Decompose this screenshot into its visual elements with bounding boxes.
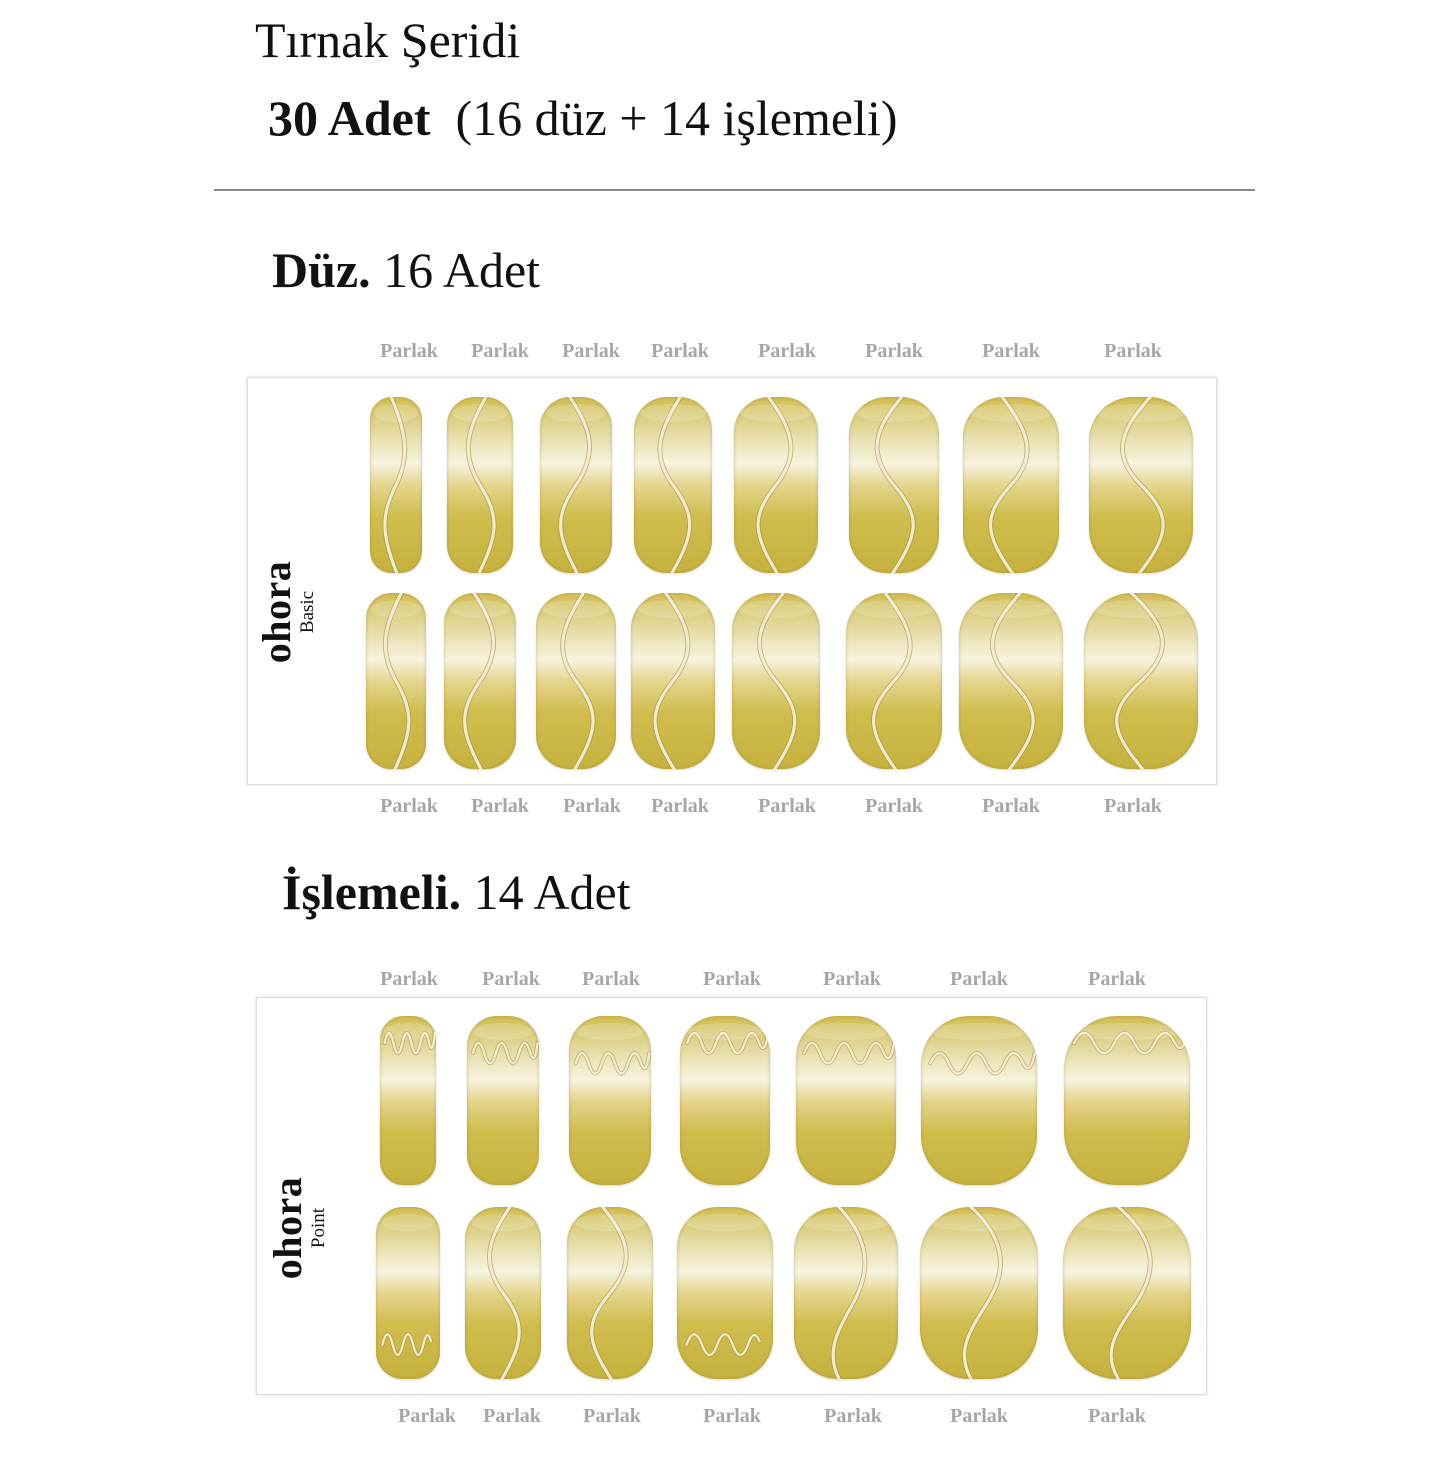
label-parlak-basic-top-6: Parlak: [865, 340, 923, 362]
nail-basic-top-4: [634, 397, 712, 573]
section-heading-point-count: 14 Adet: [473, 864, 631, 920]
label-parlak-point-bottom-3: Parlak: [583, 1405, 641, 1427]
label-parlak-point-top-2: Parlak: [482, 968, 540, 990]
label-parlak-point-top-3: Parlak: [582, 968, 640, 990]
header-divider: [214, 189, 1255, 191]
nail-basic-bottom-7: [959, 593, 1063, 769]
label-parlak-point-top-1: Parlak: [380, 968, 438, 990]
piece-count: [268, 88, 898, 148]
brand-logo-basic: [254, 552, 319, 672]
brand-name: ohora: [265, 1176, 310, 1280]
nail-basic-top-1: [370, 397, 422, 573]
label-parlak-basic-top-4: Parlak: [651, 340, 709, 362]
label-parlak-basic-top-2: Parlak: [471, 340, 529, 362]
nail-point-top-5: [796, 1016, 896, 1185]
label-parlak-basic-bottom-5: Parlak: [758, 795, 816, 817]
nail-point-bottom-4: [677, 1207, 773, 1379]
label-parlak-basic-bottom-8: Parlak: [1104, 795, 1162, 817]
nail-point-bottom-3: [567, 1207, 653, 1379]
label-parlak-basic-bottom-7: Parlak: [982, 795, 1040, 817]
label-parlak-point-top-7: Parlak: [1088, 968, 1146, 990]
brand-name: ohora: [254, 560, 299, 664]
brand-line-basic: Basic: [297, 590, 318, 634]
nail-point-bottom-5: [794, 1207, 898, 1379]
nail-point-bottom-6: [920, 1207, 1038, 1379]
nail-basic-bottom-2: [444, 593, 516, 769]
label-parlak-basic-bottom-4: Parlak: [651, 795, 709, 817]
nail-point-top-3: [569, 1016, 651, 1185]
nail-basic-top-2: [447, 397, 513, 573]
section-heading-point-label: İşlemeli.: [282, 864, 462, 920]
label-parlak-point-bottom-4: Parlak: [703, 1405, 761, 1427]
page-title: Tırnak Şeridi: [255, 12, 521, 68]
label-parlak-point-bottom-5: Parlak: [824, 1405, 882, 1427]
label-parlak-basic-top-7: Parlak: [982, 340, 1040, 362]
label-parlak-point-top-4: Parlak: [703, 968, 761, 990]
section-heading-basic-label: Düz.: [272, 242, 371, 298]
label-parlak-basic-top-3: Parlak: [562, 340, 620, 362]
nail-point-bottom-7: [1063, 1207, 1191, 1379]
label-parlak-point-bottom-6: Parlak: [950, 1405, 1008, 1427]
section-heading-basic: [272, 242, 540, 298]
nail-point-bottom-2: [465, 1207, 541, 1379]
nail-basic-bottom-6: [846, 593, 942, 769]
label-parlak-basic-top-1: Parlak: [380, 340, 438, 362]
label-parlak-basic-top-5: Parlak: [758, 340, 816, 362]
nail-point-bottom-1: [376, 1207, 440, 1379]
label-parlak-point-bottom-2: Parlak: [483, 1405, 541, 1427]
section-heading-basic-count: 16 Adet: [383, 242, 541, 298]
nail-basic-top-5: [734, 397, 818, 573]
nail-point-top-7: [1064, 1016, 1190, 1185]
brand-logo-point: [265, 1168, 330, 1288]
nail-basic-bottom-5: [732, 593, 820, 769]
nail-point-top-6: [921, 1016, 1037, 1185]
label-parlak-point-bottom-1: Parlak: [398, 1405, 456, 1427]
label-parlak-point-top-5: Parlak: [823, 968, 881, 990]
label-parlak-basic-top-8: Parlak: [1104, 340, 1162, 362]
nail-basic-bottom-1: [366, 593, 426, 769]
label-parlak-basic-bottom-1: Parlak: [380, 795, 438, 817]
nail-basic-bottom-4: [631, 593, 715, 769]
label-parlak-basic-bottom-2: Parlak: [471, 795, 529, 817]
nail-point-top-1: [380, 1016, 436, 1185]
nail-basic-bottom-8: [1084, 593, 1198, 769]
nail-basic-bottom-3: [536, 593, 616, 769]
nail-basic-top-3: [540, 397, 612, 573]
label-parlak-basic-bottom-3: Parlak: [563, 795, 621, 817]
nail-point-top-2: [467, 1016, 539, 1185]
nail-basic-top-8: [1089, 397, 1193, 573]
nail-basic-top-6: [849, 397, 939, 573]
nail-point-top-4: [680, 1016, 770, 1185]
piece-count-total: 30 Adet: [268, 90, 431, 146]
label-parlak-point-top-6: Parlak: [950, 968, 1008, 990]
brand-line-point: Point: [308, 1207, 329, 1249]
label-parlak-basic-bottom-6: Parlak: [865, 795, 923, 817]
section-heading-point: [282, 864, 631, 920]
piece-count-detail: (16 düz + 14 işlemeli): [455, 90, 898, 146]
nail-basic-top-7: [963, 397, 1059, 573]
label-parlak-point-bottom-7: Parlak: [1088, 1405, 1146, 1427]
